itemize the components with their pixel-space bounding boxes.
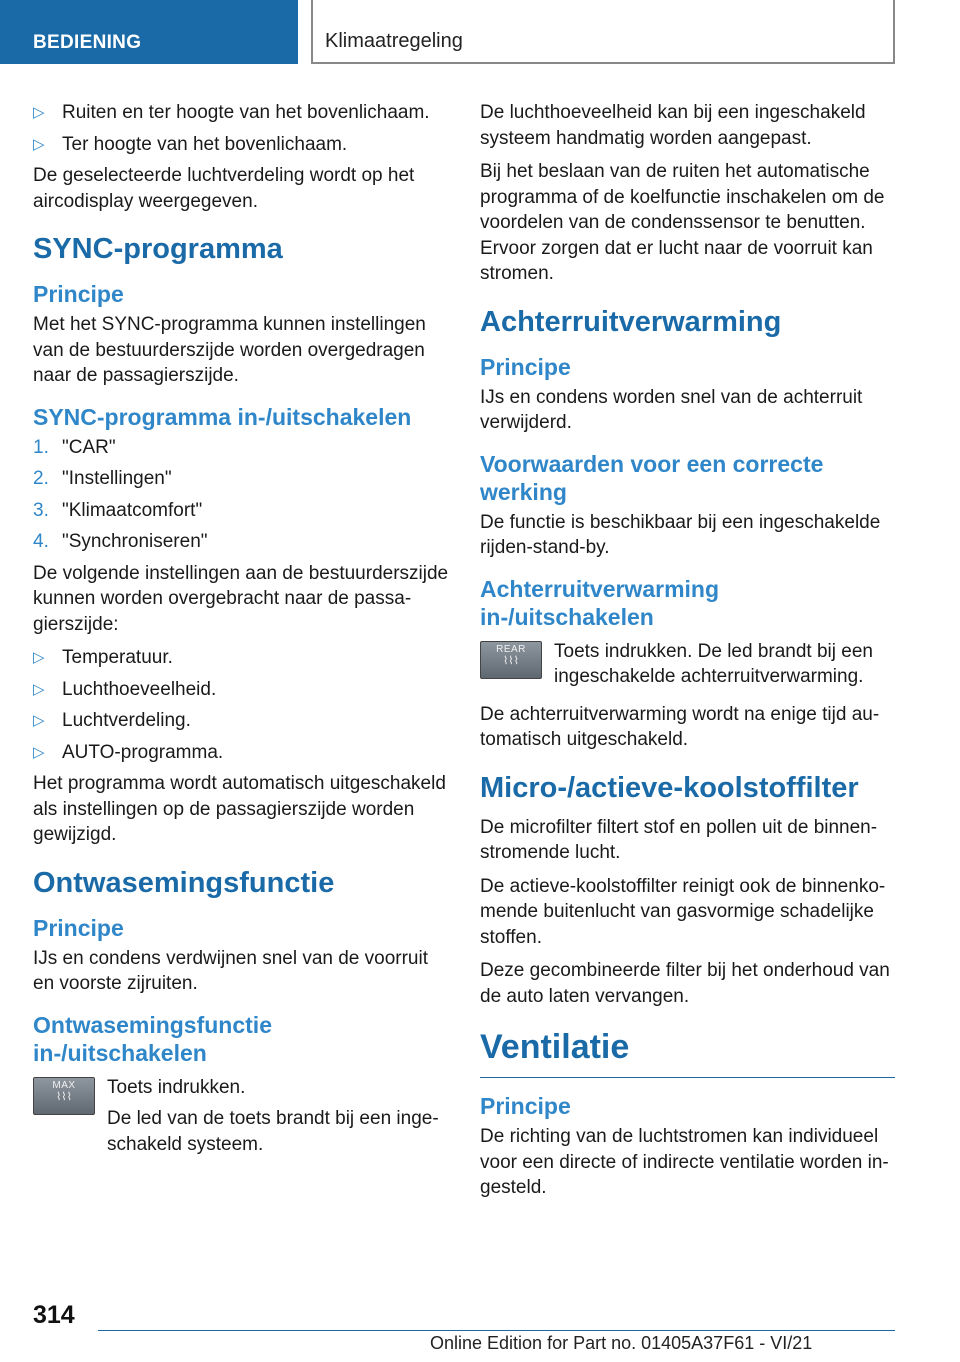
step-item: 3. "Klimaatcomfort" bbox=[33, 499, 203, 521]
chapter-title: Klimaatregeling bbox=[311, 0, 895, 64]
list-item: ▷ Temperatuur. bbox=[33, 645, 451, 671]
paragraph: De volgende instellingen aan de bestuurderszijde kunnen worden overgebracht naar de passagierszijde: bbox=[33, 562, 449, 635]
paragraph: Bij het beslaan van de ruiten het automatische programma of de koelfunctie inschakelen om de voordelen van de condenssensor te benutten. Ervoor zorgen dat er lucht naar de voorruit kan stromen. bbox=[480, 161, 885, 284]
footer-divider bbox=[98, 1330, 895, 1331]
subheading-sync-toggle: SYNC-programma in-/uitschakelen bbox=[33, 403, 412, 430]
subheading-principe: Principe bbox=[480, 1093, 571, 1119]
subheading-principe: Principe bbox=[33, 914, 124, 941]
heading-achterruit: Achterruitverwarming bbox=[480, 305, 782, 338]
defrost-icon: ⌇⌇⌇ bbox=[55, 1090, 73, 1103]
paragraph: IJs en condens worden snel van de achterruit verwijderd. bbox=[480, 386, 863, 433]
settings-bullet-list bbox=[33, 645, 451, 765]
paragraph: De led van de toets brandt bij een ingeschakeld systeem. bbox=[107, 1108, 439, 1155]
paragraph: De actieve-koolstoffilter reinigt ook de binnenkomende buitenlucht van gasvormige schadelijke stoffen. bbox=[480, 875, 886, 948]
steps-list bbox=[33, 435, 451, 555]
paragraph: De functie is beschikbaar bij een ingeschakelde rijden-stand-by. bbox=[480, 511, 881, 558]
triangle-bullet-icon: ▷ bbox=[33, 712, 45, 729]
step-item: 1. "CAR" bbox=[33, 436, 116, 458]
subheading-ontw-toggle: Ontwasemingsfunctie in-/uitschakelen bbox=[33, 1011, 272, 1066]
paragraph: IJs en condens verdwijnen snel van de voorruit en voorste zijruiten. bbox=[33, 947, 429, 994]
subheading-achter-toggle: Achterruitverwarming in-/uitschakelen bbox=[480, 575, 720, 630]
section-tab: BEDIENING bbox=[0, 0, 298, 64]
list-item: ▷ Luchtverdeling. bbox=[33, 708, 451, 734]
paragraph: Deze gecombineerde filter bij het onderhoud van de auto laten vervangen. bbox=[480, 960, 890, 1007]
rear-defrost-button-icon: REAR ⌇⌇⌇ bbox=[480, 641, 542, 679]
heading-sync: SYNC-programma bbox=[33, 233, 283, 265]
paragraph: Het programma wordt automatisch uitgeschakeld als instellingen op de passagierszijde worden gewijzigd. bbox=[33, 773, 446, 845]
step-item: 2. "Instellingen" bbox=[33, 468, 172, 489]
list-item: ▷ Ter hoogte van het bovenlichaam. bbox=[33, 132, 451, 158]
max-button-row bbox=[33, 1075, 451, 1164]
step-item: 4. "Synchroniseren" bbox=[33, 531, 208, 552]
airflow-bullet-list bbox=[33, 100, 451, 157]
triangle-bullet-icon: ▷ bbox=[33, 743, 45, 761]
paragraph: De richting van de luchtstromen kan individueel voor een directe of indirecte ventilatie worden ingesteld. bbox=[480, 1126, 889, 1198]
heading-filter: Micro-/actieve-koolstoffilter bbox=[480, 771, 859, 804]
triangle-bullet-icon: ▷ bbox=[33, 135, 45, 153]
heading-ontwaseming: Ontwasemingsfunctie bbox=[33, 866, 335, 899]
paragraph: Toets indrukken. De led brandt bij een ingeschakelde achterruitverwarming. bbox=[554, 640, 873, 687]
triangle-bullet-icon: ▷ bbox=[33, 104, 45, 121]
list-item: ▷ Luchthoeveelheid. bbox=[33, 677, 451, 703]
paragraph: De microfilter filtert stof en pollen uit de binnenstromende lucht. bbox=[480, 816, 878, 863]
subheading-voorwaarden: Voorwaarden voor een correcte werking bbox=[480, 450, 824, 505]
paragraph: De achterruitverwarming wordt na enige tijd automatisch uitgeschakeld. bbox=[480, 703, 880, 750]
paragraph: Met het SYNC-programma kunnen instellingen van de bestuurderszijde worden overgedragen naar de passagierszijde. bbox=[33, 314, 426, 386]
subheading-principe: Principe bbox=[480, 353, 571, 380]
max-defrost-button-icon: MAX ⌇⌇⌇ bbox=[33, 1077, 95, 1115]
subheading-principe: Principe bbox=[33, 281, 124, 307]
rear-button-row bbox=[480, 639, 895, 696]
paragraph: De luchthoeveelheid kan bij een ingeschakeld systeem handmatig worden aangepast. bbox=[480, 102, 866, 149]
list-item: ▷ AUTO-programma. bbox=[33, 740, 451, 766]
triangle-bullet-icon: ▷ bbox=[33, 649, 45, 666]
paragraph: Toets indrukken. bbox=[107, 1076, 246, 1098]
triangle-bullet-icon: ▷ bbox=[33, 680, 45, 698]
defrost-icon: ⌇⌇⌇ bbox=[502, 654, 520, 667]
edition-note: Online Edition for Part no. 01405A37F61 - VI/21 bbox=[430, 1333, 813, 1353]
list-item: ▷ Ruiten en ter hoogte van het bovenlichaam. bbox=[33, 100, 451, 126]
heading-ventilatie: Ventilatie bbox=[480, 1027, 895, 1078]
right-column bbox=[480, 100, 895, 1209]
paragraph: De geselecteerde luchtverdeling wordt op het aircodisplay weergegeven. bbox=[33, 165, 415, 212]
page-number: 314 bbox=[33, 1301, 75, 1329]
left-column bbox=[33, 100, 451, 1169]
